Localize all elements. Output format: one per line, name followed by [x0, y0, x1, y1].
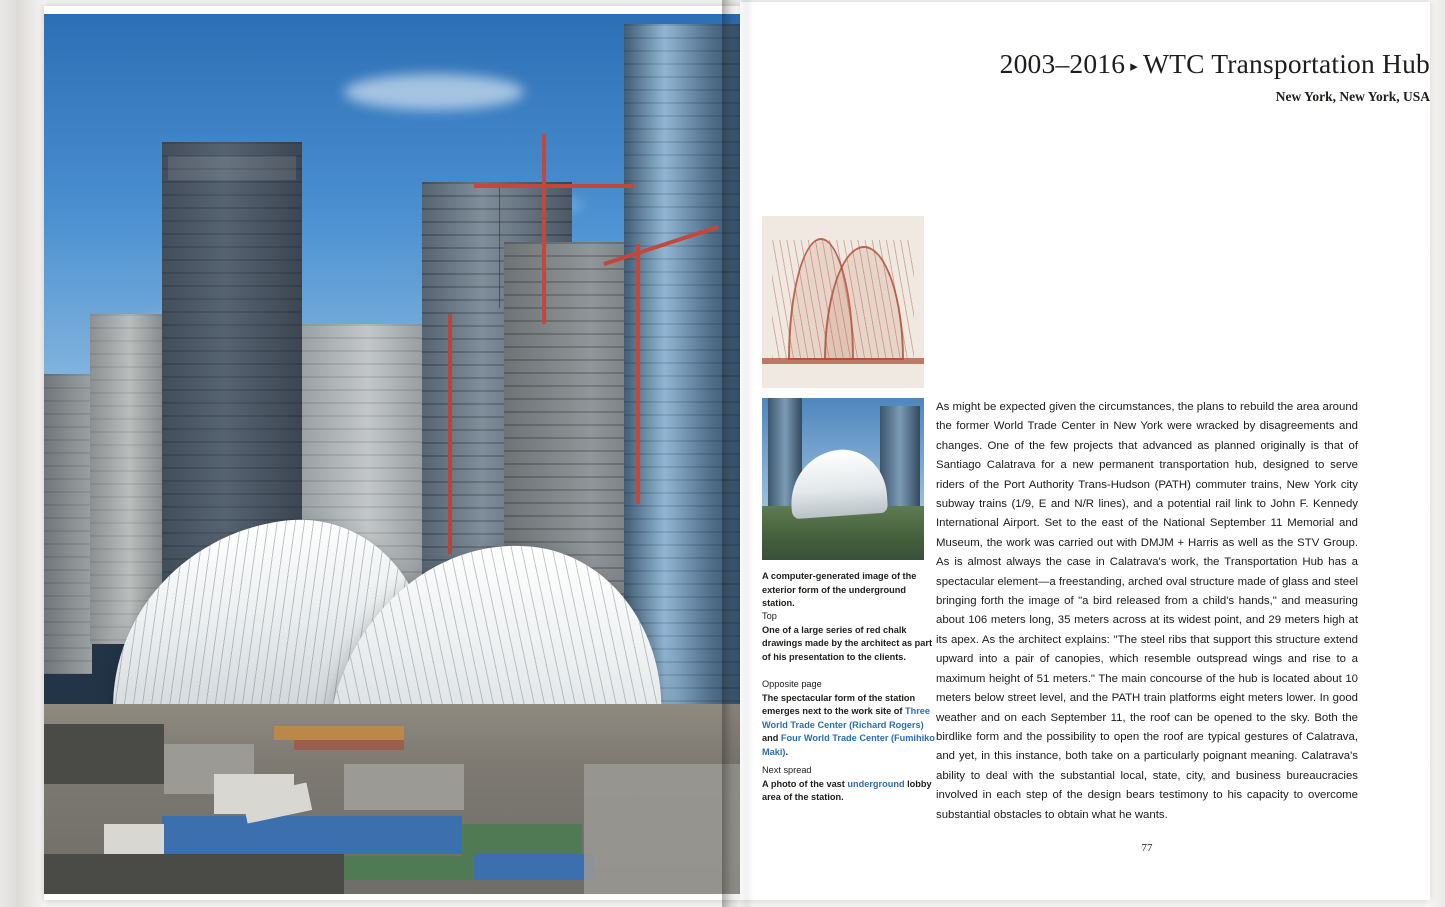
crane-mast	[542, 134, 546, 324]
cloud	[344, 74, 524, 110]
caption-top-label: Top	[762, 611, 777, 621]
page-number: 77	[1141, 842, 1153, 854]
caption-top	[762, 610, 938, 664]
right-page	[740, 2, 1430, 900]
cgi-render-image	[762, 398, 924, 560]
caption-next-label: Next spread	[762, 765, 812, 775]
caption-opposite-page	[762, 678, 938, 759]
caption-render: A computer-generated image of the exterior form of the underground station.	[762, 571, 917, 608]
caption-opposite-text-1: The spectacular form of the station emerges next to the work site of	[762, 692, 916, 716]
crane-mast	[636, 244, 640, 504]
page-title	[860, 48, 1430, 80]
caption-link-underground[interactable]: underground	[847, 778, 905, 789]
construction-site-ground	[44, 704, 740, 894]
book-left-edge	[0, 0, 46, 907]
chalk-sketch-image	[762, 216, 924, 388]
caption-link-three-wtc[interactable]: Three World Trade Center (Richard Rogers)	[762, 706, 930, 730]
left-page	[44, 6, 740, 900]
caption-opposite-text-3: .	[785, 746, 789, 757]
body-text: As might be expected given the circumstances, the plans to rebuild the area around the former World Trade Center in New York were wracked by disagreements and changes. One of the few projects that advanced as planned originally is that of Santiago Calatrava for a new permanent transportation hub, designed to serve riders of the Port Authority Trans-Hudson (PATH) commuter trains, New York city subway trains (1/9, E and N/R lines), and a potential rail link to John F. Kennedy International Airport. Set to the east of the National September 11 Memorial and Museum, the work was carried out with DMJM + Harris as well as the STV Group. As is almost always the case in Calatrava's work, the Transportation Hub has a spectacular element—a freestanding, arched oval structure made of glass and steel bringing forth the image of "a bird released from a child's hands," and measuring about 106 meters long, 35 meters across at its widest point, and 29 meters high at its apex. As the architect explains: "The steel ribs that support this structure extend upward into a pair of canopies, which resemble outspread wings and rise to a maximum height of 51 meters." The main concourse of the hub is located about 10 meters below street level, and the PATH train platforms eight meters lower. In good weather and on each September 11, the roof can be opened to the sky. Both the birdlike form and the possibility to open the roof are typical gestures of Calatrava, and yet, in this instance, both take on a particularly poignant meaning. Calatrava's ability to deal with the substantial local, state, city, and business bureaucracies involved in each step of the design bears testimony to his capacity to overcome substantial obstacles to obtain what he wants.	[936, 401, 1358, 821]
hero-photograph	[44, 14, 740, 894]
caption-link-four-wtc[interactable]: Four World Trade Center (Fumihiko Maki)	[762, 733, 935, 757]
title-separator-icon: ▸	[1130, 59, 1138, 76]
caption-opposite-text-2: and	[762, 733, 781, 743]
caption-next-text-2: lobby area of the station.	[762, 778, 932, 802]
crane-jib	[474, 184, 634, 188]
caption-opposite-label: Opposite page	[762, 679, 822, 689]
crane-cable	[499, 188, 500, 308]
title-years: 2003–2016	[999, 48, 1126, 79]
caption-next-spread	[762, 764, 938, 805]
caption-top-text: One of a large series of red chalk drawings made by the architect as part of his presentation to the clients.	[762, 624, 933, 662]
caption-next-text-1: A photo of the vast	[762, 778, 848, 789]
title-project-name: WTC Transportation Hub	[1142, 48, 1430, 79]
page-subtitle: New York, New York, USA	[1275, 89, 1430, 104]
